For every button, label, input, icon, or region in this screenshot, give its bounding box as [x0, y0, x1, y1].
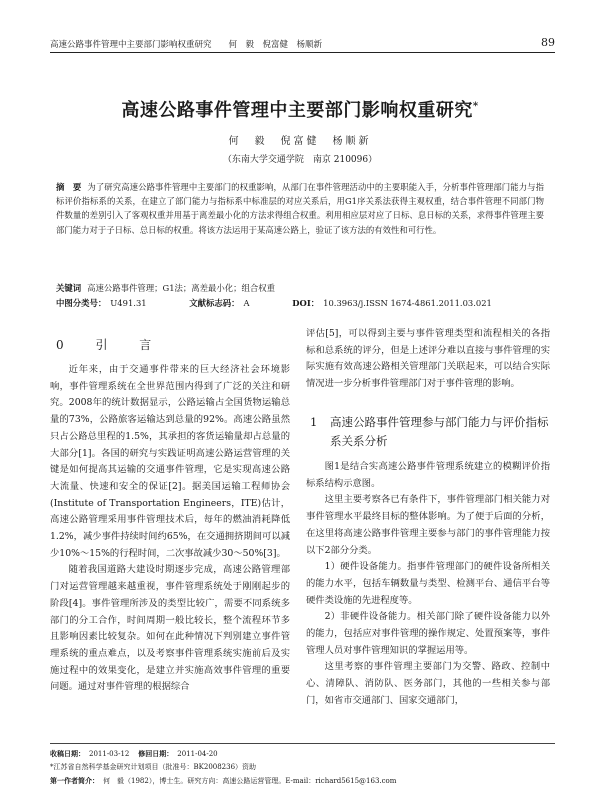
- section-1-title: 高速公路事件管理参与部门能力与评价指标系关系分析: [330, 415, 549, 448]
- paragraph: 2）非硬件设备能力。相关部门除了硬件设备能力以外的能力，包括应对事件管理的操作规定、处置预案等，事件管理人员对事件管理知识的掌握运用等。: [306, 611, 550, 656]
- revised-label: 修回日期：: [138, 749, 174, 758]
- clc-label: 中图分类号：: [56, 298, 107, 308]
- doc-code-value: A: [243, 298, 250, 308]
- paragraph: 评估[5]，可以得到主要与事件管理类型和流程相关的各指标和总系统的评分，但是上述评分难以直接与事件管理的实际实施有效高速公路相关管理部门关联起来，可以结合实际情况进一步分析事件管理部门对于事件管理的影响。: [306, 328, 550, 390]
- section-1-number: 1: [310, 415, 318, 429]
- author-bio: 何 毅（1982），博士生。研究方向：高速公路运营管理。E-mail：richard5615@163.com: [103, 777, 397, 785]
- authors: 何 毅 倪富健 杨顺新: [228, 136, 372, 147]
- keywords-text: 高速公路事件管理；G1法；离差最小化；组合权重: [87, 283, 276, 293]
- paragraph: 这里考察的事件管理主要部门为交警、路政、控制中心、清障队、消防队、医务部门，其他的一些相关参与部门，如省市交通部门、国家交通部门，: [306, 661, 550, 706]
- paragraph: 1）硬件设备能力。指事件管理部门的硬件设备所相关的能力水平，包括车辆数量与类型、检测平台、通信平台等硬件类设施的先进程度等。: [306, 561, 550, 606]
- received-label: 收稿日期：: [50, 749, 85, 758]
- footnotes: [50, 743, 555, 788]
- footnote-author: [50, 774, 555, 788]
- keywords-label: 关键词: [56, 283, 82, 293]
- paragraph: 随着我国道路大建设时期逐步完成，高速公路管理部门对运营管理越来越重视，事件管理系统处于刚刚起步的阶段[4]。事件管理所涉及的类型比较广，需要不同系统多部门的分工合作，时间周期一般比较长，整个流程环节多且影响因素比较复杂。如何在此种情况下判别建立事件管理系统的重点难点，以及考察事件管理系统实施前后及实施过程中的效果变化，是建立并实施高效事件管理的重要问题。通过对事件管理的根据综合: [50, 564, 290, 693]
- revised-date: 2011-04-20: [177, 750, 218, 758]
- paragraph: 近年来，由于交通事件带来的巨大经济社会环境影响，事件管理系统在全世界范围内得到了广泛的关注和研究。2008年的统计数据显示，公路运输占全国货物运输总量的73%，公路旅客运输达到总量的92%。高速公路虽然只占公路总里程的1.5%，其承担的客货运输量却占总量的大部分[1]。各国的研究与实践证明高速公路运营管理的关键是如何提高其运输的交通事件管理，它是实现高速公路大流量、快速和安全的保证[2]。据美国运输工程师协会(Institute of Transportation Engineers，ITE)估计，高速公路管理采用事件管理技术后，每年的燃油消耗降低1.2%，减少事件持续时间约65%，在交通拥挤期间可以减少10%～15%的行程时间，二次事故减少30～50%[3]。: [50, 364, 290, 559]
- keywords: [56, 282, 544, 294]
- affiliation: （东南大学交通学院 南京 210096）: [222, 155, 378, 165]
- right-column-top: [306, 326, 550, 393]
- doc-code-label: 文献标志码：: [189, 298, 240, 308]
- doi-label: DOI：: [292, 298, 320, 308]
- abstract-text: 为了研究高速公路事件管理中主要部门的权重影响，从部门在事件管理活动中的主要职能入手，分析事件管理部门能力与指标评价指标系的关系，在建立了部门能力与指标系中标准层的对应关系后，用G1序关系法获得主观权重，结合事件管理不同部门物件数量的差别引入了客观权重并用基于离差最小化的方法求得组合权重。利用相应层对应了日标、息日标的关系，求得事件管理主要部门能力对于子日标、总日标的权重。将该方法运用于某高速公路上，验证了该方法的有效性和可行性。: [56, 182, 544, 235]
- footnote-fund: *江苏省自然科学基金研究计划项目（批准号：BK2008236）资助: [50, 763, 257, 771]
- received-date: 2011-03-12: [89, 750, 130, 758]
- paragraph: 这里主要考察各已有条件下，事件管理部门相关能力对事件管理水平最终目标的整体影响。为了便于后面的分析，在这里将高速公路事件管理主要参与部门的事件管理能力按以下2部分分类。: [306, 494, 550, 556]
- clc-value: U491.31: [110, 298, 147, 308]
- author-bio-label: 第一作者简介：: [50, 776, 99, 785]
- running-header: [50, 38, 555, 53]
- title-footnote-mark: *: [472, 101, 479, 112]
- right-column-body: [306, 459, 550, 710]
- paper-title: [40, 96, 560, 122]
- abstract: [56, 180, 544, 237]
- footnote-dates: [50, 747, 555, 761]
- section-1-heading: [310, 413, 550, 451]
- page-number: 89: [541, 36, 555, 49]
- section-0-heading: 0 引 言: [56, 338, 166, 352]
- abstract-label: 摘 要: [56, 182, 82, 192]
- paper-title-text: 高速公路事件管理中主要部门影响权重研究: [121, 100, 473, 121]
- paragraph: 图1是结合实高速公路事件管理系统建立的模糊评价指标系结构示意图。: [306, 461, 550, 489]
- left-column: [50, 362, 290, 696]
- running-title: 高速公路事件管理中主要部门影响权重研究 何 毅 倪富健 杨顺新: [50, 40, 323, 50]
- classification-line: [56, 297, 544, 309]
- doi-value: 10.3963/j.ISSN 1674-4861.2011.03.021: [323, 298, 492, 308]
